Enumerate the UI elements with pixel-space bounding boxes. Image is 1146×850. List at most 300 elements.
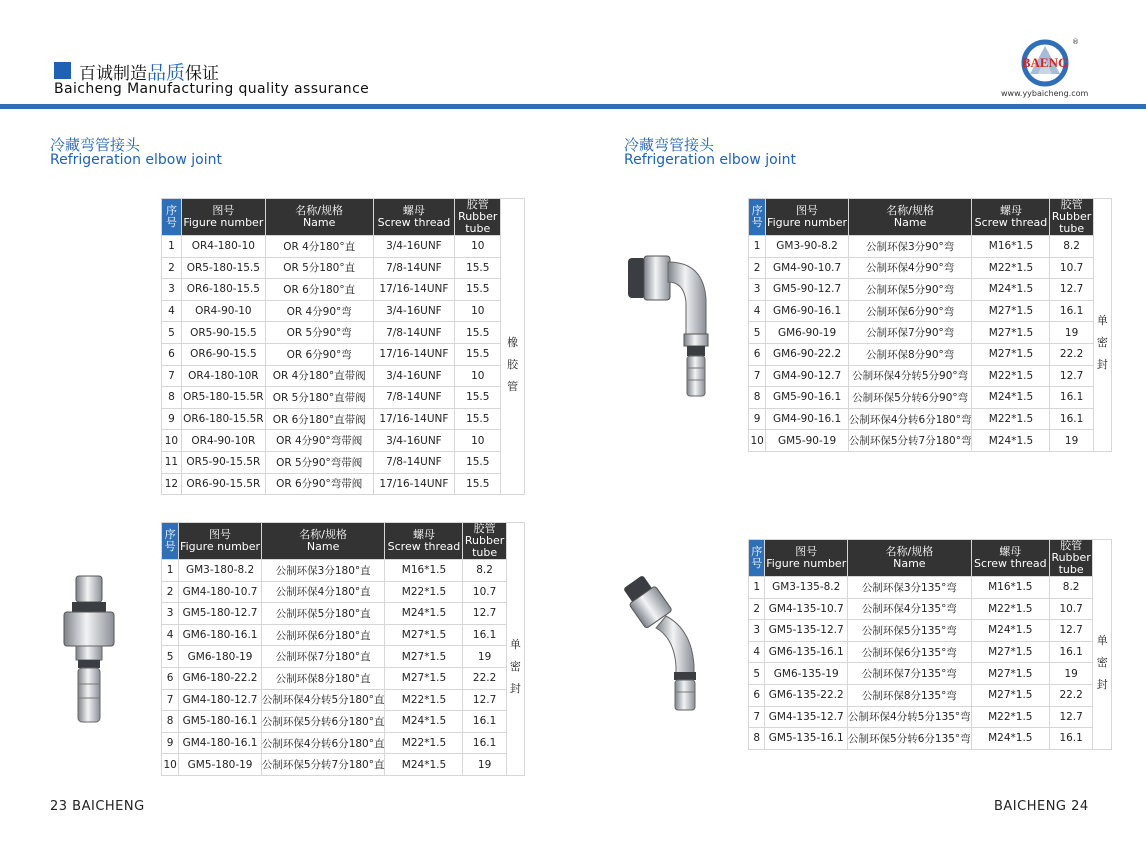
col-header-index-line: 序 [164,528,176,541]
product-name: OR 5分180°直带阀 [265,387,373,409]
figure-number: GM5-135-12.7 [765,620,848,642]
screw-thread: M16*1.5 [385,560,463,582]
side-label-char: 胶 [507,357,519,371]
col-header-name-line: 名称/规格 [299,528,348,541]
screw-thread: M22*1.5 [385,732,463,754]
col-header-figure-number [765,540,848,577]
screw-thread: M24*1.5 [385,603,463,625]
product-name: 公制环保4分转6分180°直 [261,732,385,754]
table-row [749,408,1112,430]
figure-number: OR4-90-10R [181,430,265,452]
product-name: 公制环保4分转5分135°弯 [848,706,972,728]
table-row [749,279,1112,301]
row-index: 1 [749,236,766,258]
row-index: 5 [749,322,766,344]
figure-number: GM4-90-16.1 [766,408,849,430]
col-header-rubber-tube-line: Rubber [458,210,498,223]
row-index: 10 [162,754,179,776]
col-header-figure-number-line: Figure number [183,216,264,229]
col-header-figure-number [179,523,262,560]
col-header-index [162,523,179,560]
screw-thread: 17/16-14UNF [373,343,455,365]
screw-thread: 3/4-16UNF [373,365,455,387]
row-index: 1 [162,560,179,582]
rubber-tube-size: 16.1 [1050,300,1093,322]
col-header-name-line: Name [306,540,340,553]
table-row [162,387,525,409]
rubber-tube-size: 19 [1050,430,1093,452]
rubber-tube-size: 12.7 [463,689,506,711]
screw-thread: M16*1.5 [972,236,1050,258]
col-header-figure-number [181,199,265,236]
col-header-screw-thread-line: 螺母 [402,204,425,217]
screw-thread: M27*1.5 [385,667,463,689]
screw-thread: M27*1.5 [972,322,1050,344]
product-name: 公制环保8分135°弯 [848,684,972,706]
rubber-tube-size: 16.1 [463,711,506,733]
rubber-tube-size: 8.2 [1049,577,1092,599]
col-header-figure-number-line: Figure number [180,540,261,553]
screw-thread: M24*1.5 [972,430,1050,452]
screw-thread: 3/4-16UNF [373,236,455,258]
side-label [1093,577,1112,750]
product-name: 公制环保5分180°直 [261,603,385,625]
row-index: 12 [162,473,182,495]
screw-thread: M27*1.5 [972,343,1050,365]
table-row [162,300,525,322]
product-name: OR 5分90°弯 [265,322,373,344]
screw-thread: 17/16-14UNF [373,473,455,495]
table-row [162,667,525,689]
row-index: 4 [162,624,179,646]
table-row [162,689,525,711]
figure-number: OR6-180-15.5R [181,408,265,430]
row-index: 10 [162,430,182,452]
rubber-tube-size: 15.5 [455,408,501,430]
col-header-screw-thread-line: Screw thread [974,216,1048,229]
rubber-tube-size: 10 [455,300,501,322]
col-header-rubber-tube-line: tube [472,546,498,559]
col-header-index-line: 序 [751,204,763,217]
rubber-tube-size: 12.7 [1050,365,1093,387]
side-label-char: 封 [509,682,521,696]
screw-thread: M27*1.5 [971,684,1049,706]
product-name: OR 4分180°直带阀 [265,365,373,387]
col-header-name-line: 名称/规格 [886,204,935,217]
product-name: 公制环保4分转5分180°直 [261,689,385,711]
screw-thread: M27*1.5 [385,624,463,646]
product-name: 公制环保7分135°弯 [848,663,972,685]
product-name: OR 6分90°弯带阀 [265,473,373,495]
figure-number: GM3-90-8.2 [766,236,849,258]
figure-number: GM4-135-10.7 [765,598,848,620]
right-spec-table-gm-135 [748,539,1112,750]
figure-number: GM6-90-22.2 [766,343,849,365]
table-row [162,624,525,646]
figure-number: GM4-135-12.7 [765,706,848,728]
side-label [1093,236,1111,452]
row-index: 3 [749,279,766,301]
row-index: 4 [749,641,765,663]
rubber-tube-size: 19 [1050,322,1093,344]
product-name: 公制环保7分180°直 [261,646,385,668]
row-index: 6 [162,343,182,365]
figure-number: GM4-180-12.7 [179,689,262,711]
table-row [162,257,525,279]
col-header-index [749,199,766,236]
side-label-header [1093,540,1112,577]
col-header-name-line: Name [302,216,336,229]
col-header-screw-thread-line: 螺母 [412,528,435,541]
product-name: 公制环保5分转6分180°直 [261,711,385,733]
product-name: OR 4分180°直 [265,236,373,258]
col-header-rubber-tube-line: 胶管 [1060,539,1083,552]
table-row [749,257,1112,279]
table-row [162,322,525,344]
rubber-tube-size: 15.5 [455,343,501,365]
table-row [749,577,1112,599]
col-header-figure-number-line: 图号 [209,528,232,541]
product-name: OR 4分90°弯带阀 [265,430,373,452]
col-header-screw-thread [971,540,1049,577]
product-name: 公制环保4分转6分180°弯 [848,408,972,430]
row-index: 8 [749,387,766,409]
col-header-figure-number-line: 图号 [212,204,235,217]
product-name: 公制环保4分转5分90°弯 [848,365,972,387]
col-header-figure-number-line: 图号 [795,545,818,558]
side-label-char: 管 [507,379,519,393]
rubber-tube-size: 10.7 [463,581,506,603]
table-row [749,430,1112,452]
elbow-90-fitting-image [622,238,718,402]
screw-thread: 7/8-14UNF [373,257,455,279]
col-header-screw-thread-line: 螺母 [999,204,1022,217]
figure-number: GM4-180-10.7 [179,581,262,603]
screw-thread: 3/4-16UNF [373,300,455,322]
row-index: 7 [162,689,179,711]
figure-number: GM4-90-10.7 [766,257,849,279]
straight-180-fitting-image [58,574,122,726]
row-index: 4 [162,300,182,322]
col-header-screw-thread-line: Screw thread [387,540,461,553]
row-index: 8 [749,728,765,750]
col-header-index-line: 序 [165,204,177,217]
table-row [162,408,525,430]
table-row [749,322,1112,344]
row-index: 6 [162,667,179,689]
col-header-figure-number-line: Figure number [766,557,847,570]
screw-thread: M27*1.5 [972,300,1050,322]
product-name: OR 5分90°弯带阀 [265,451,373,473]
table-row [162,711,525,733]
screw-thread: M24*1.5 [972,279,1050,301]
col-header-rubber-tube-line: 胶管 [473,522,496,535]
side-label-char: 密 [509,660,521,674]
screw-thread: 3/4-16UNF [373,430,455,452]
row-index: 7 [749,706,765,728]
rubber-tube-size: 12.7 [1050,279,1093,301]
product-name: 公制环保3分180°直 [261,560,385,582]
row-index: 4 [749,300,766,322]
screw-thread: M24*1.5 [971,728,1049,750]
figure-number: GM5-90-12.7 [766,279,849,301]
col-header-figure-number [766,199,849,236]
row-index: 6 [749,684,765,706]
website-url: www.yybaicheng.com [1001,89,1089,98]
table-row [749,641,1112,663]
rubber-tube-size: 15.5 [455,279,501,301]
rubber-tube-size: 16.1 [1049,641,1092,663]
side-label-header [1093,199,1111,236]
product-name: 公制环保5分转6分135°弯 [848,728,972,750]
row-index: 5 [162,322,182,344]
col-header-screw-thread-line: 螺母 [999,545,1022,558]
figure-number: OR4-180-10 [181,236,265,258]
row-index: 10 [749,430,766,452]
row-index: 7 [162,365,182,387]
col-header-index-line: 号 [165,216,177,229]
table-row [162,430,525,452]
rubber-tube-size: 10.7 [1050,257,1093,279]
figure-number: OR6-180-15.5 [181,279,265,301]
rubber-tube-size: 8.2 [1050,236,1093,258]
header-square-icon [54,62,71,79]
product-name: 公制环保4分90°弯 [848,257,972,279]
product-name: 公制环保5分转6分90°弯 [848,387,972,409]
col-header-rubber-tube-line: tube [1059,222,1085,235]
row-index: 1 [749,577,765,599]
col-header-figure-number-line: Figure number [767,216,848,229]
col-header-name-line: 名称/规格 [295,204,344,217]
product-name: 公制环保5分90°弯 [848,279,972,301]
rubber-tube-size: 19 [463,646,506,668]
figure-number: GM5-180-12.7 [179,603,262,625]
rubber-tube-size: 22.2 [1050,343,1093,365]
table-row [162,473,525,495]
product-name: 公制环保6分180°直 [261,624,385,646]
row-index: 1 [162,236,182,258]
col-header-rubber-tube-line: Rubber [464,534,505,547]
col-header-name [265,199,373,236]
product-name: 公制环保4分180°直 [261,581,385,603]
figure-number: GM3-135-8.2 [765,577,848,599]
col-header-name-line: Name [893,557,926,570]
table-row [749,387,1112,409]
screw-thread: M22*1.5 [972,408,1050,430]
figure-number: GM6-135-22.2 [765,684,848,706]
product-name: 公制环保3分90°弯 [848,236,972,258]
side-label-char: 单 [1096,314,1108,328]
table-row [162,732,525,754]
right-page-footer: BAICHENG 24 [994,799,1089,814]
left-page-footer: 23 BAICHENG [50,799,145,814]
baeng-logo-icon [1016,36,1078,88]
table-row [162,279,525,301]
product-name: 公制环保8分90°弯 [848,343,972,365]
table-row [162,581,525,603]
figure-number: GM5-180-16.1 [179,711,262,733]
col-header-index-line: 号 [751,216,763,229]
table-row [749,598,1112,620]
screw-thread: M16*1.5 [971,577,1049,599]
figure-number: OR5-180-15.5 [181,257,265,279]
figure-number: OR5-90-15.5 [181,322,265,344]
logo-text: BAENG [1021,55,1069,70]
screw-thread: M22*1.5 [385,689,463,711]
figure-number: GM5-180-19 [179,754,262,776]
screw-thread: 17/16-14UNF [373,408,455,430]
product-name: 公制环保6分135°弯 [848,641,972,663]
table-row [162,754,525,776]
figure-number: OR6-90-15.5 [181,343,265,365]
table-row [162,646,525,668]
screw-thread: M24*1.5 [385,711,463,733]
row-index: 3 [749,620,765,642]
table-row [749,706,1112,728]
table-row [162,236,525,258]
figure-number: GM4-90-12.7 [766,365,849,387]
rubber-tube-size: 15.5 [455,257,501,279]
row-index: 5 [162,646,179,668]
figure-number: GM6-180-19 [179,646,262,668]
screw-thread: 7/8-14UNF [373,322,455,344]
table-row [162,343,525,365]
logo-registered: ® [1072,38,1079,46]
col-header-rubber-tube-line: tube [1058,563,1084,576]
col-header-rubber-tube [1049,540,1092,577]
figure-number: OR6-90-15.5R [181,473,265,495]
table-row [162,451,525,473]
left-spec-table-or [161,198,525,495]
col-header-screw-thread [373,199,455,236]
figure-number: GM6-90-19 [766,322,849,344]
screw-thread: M27*1.5 [971,641,1049,663]
figure-number: GM6-180-16.1 [179,624,262,646]
rubber-tube-size: 19 [463,754,506,776]
row-index: 8 [162,387,182,409]
figure-number: OR5-90-15.5R [181,451,265,473]
row-index: 7 [749,365,766,387]
figure-number: GM5-90-16.1 [766,387,849,409]
screw-thread: M22*1.5 [972,257,1050,279]
rubber-tube-size: 22.2 [1049,684,1092,706]
product-name: 公制环保3分135°弯 [848,577,972,599]
col-header-screw-thread-line: Screw thread [377,216,451,229]
screw-thread: 7/8-14UNF [373,451,455,473]
right-spec-table-gm-90 [748,198,1112,452]
side-label-char: 单 [509,638,521,652]
col-header-rubber-tube [455,199,501,236]
figure-number: OR4-90-10 [181,300,265,322]
product-name: 公制环保6分90°弯 [848,300,972,322]
side-label-char: 单 [1096,633,1108,647]
product-name: OR 6分180°直带阀 [265,408,373,430]
elbow-135-fitting-image [622,570,718,712]
figure-number: OR5-180-15.5R [181,387,265,409]
row-index: 9 [749,408,766,430]
rubber-tube-size: 16.1 [1050,408,1093,430]
col-header-rubber-tube-line: tube [465,222,491,235]
product-name: 公制环保4分135°弯 [848,598,972,620]
side-label-char: 橡 [507,335,519,349]
rubber-tube-size: 15.5 [455,387,501,409]
row-index: 9 [162,732,179,754]
table-row [749,663,1112,685]
rubber-tube-size: 10.7 [1049,598,1092,620]
row-index: 5 [749,663,765,685]
row-index: 2 [749,257,766,279]
figure-number: GM4-180-16.1 [179,732,262,754]
figure-number: GM6-135-19 [765,663,848,685]
left-section-title-en: Refrigeration elbow joint [50,152,222,168]
right-section-title-en: Refrigeration elbow joint [624,152,796,168]
row-index: 9 [162,408,182,430]
product-name: 公制环保5分135°弯 [848,620,972,642]
col-header-index-line: 序 [751,545,763,558]
side-label [501,236,525,495]
header-title-cn: 百诚制造品质保证 [79,62,220,84]
table-row [749,300,1112,322]
figure-number: GM5-90-19 [766,430,849,452]
side-label-header [501,199,525,236]
table-row [749,684,1112,706]
figure-number: GM6-135-16.1 [765,641,848,663]
figure-number: OR4-180-10R [181,365,265,387]
row-index: 2 [162,257,182,279]
screw-thread: M24*1.5 [971,620,1049,642]
left-section-title-cn: 冷藏弯管接头 [50,136,141,154]
screw-thread: M22*1.5 [971,706,1049,728]
row-index: 8 [162,711,179,733]
rubber-tube-size: 8.2 [463,560,506,582]
col-header-screw-thread-line: Screw thread [973,557,1047,570]
side-label [506,560,524,776]
col-header-index-line: 号 [751,557,763,570]
side-label-char: 封 [1096,677,1108,691]
rubber-tube-size: 15.5 [455,473,501,495]
row-index: 2 [749,598,765,620]
rubber-tube-size: 22.2 [463,667,506,689]
row-index: 6 [749,343,766,365]
col-header-rubber-tube-line: Rubber [1051,551,1091,564]
product-name: 公制环保8分180°直 [261,667,385,689]
product-name: OR 5分180°直 [265,257,373,279]
col-header-rubber-tube-line: Rubber [1051,210,1092,223]
col-header-index-line: 号 [164,540,176,553]
product-name: OR 6分180°直 [265,279,373,301]
table-row [749,365,1112,387]
rubber-tube-size: 16.1 [463,624,506,646]
col-header-rubber-tube-line: 胶管 [1060,198,1083,211]
rubber-tube-size: 15.5 [455,322,501,344]
screw-thread: M27*1.5 [385,646,463,668]
figure-number: GM6-90-16.1 [766,300,849,322]
header-divider [0,104,1146,109]
col-header-name-line: 名称/规格 [885,545,934,558]
row-index: 3 [162,279,182,301]
table-row [162,365,525,387]
table-row [749,728,1112,750]
header-title-en: Baicheng Manufacturing quality assurance [54,81,370,97]
header-title-highlight: 品质 [147,62,186,84]
product-name: OR 6分90°弯 [265,343,373,365]
rubber-tube-size: 16.1 [1049,728,1092,750]
table-row [162,560,525,582]
product-name: 公制环保5分转7分180°弯 [848,430,972,452]
rubber-tube-size: 19 [1049,663,1092,685]
figure-number: GM6-180-22.2 [179,667,262,689]
rubber-tube-size: 16.1 [463,732,506,754]
